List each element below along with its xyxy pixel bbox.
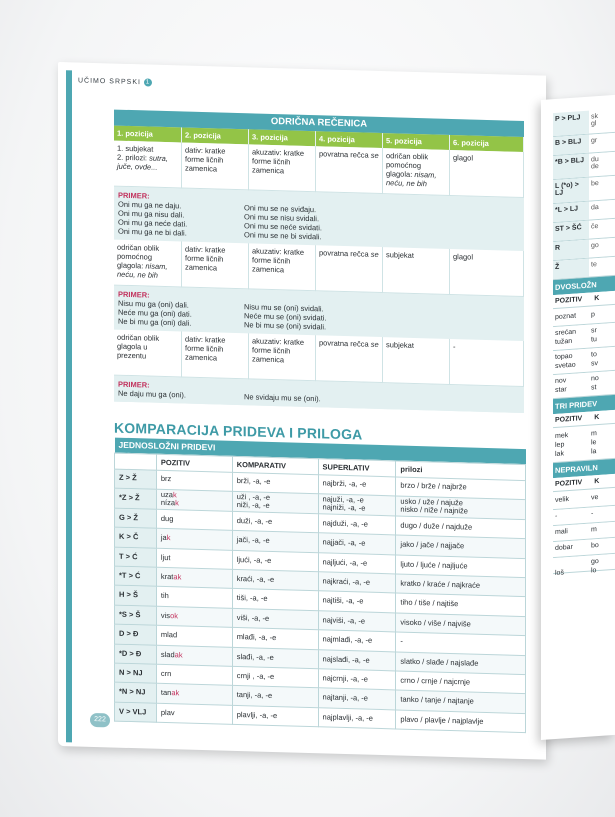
cell-italic: se — [370, 339, 379, 349]
adverb-forms: tiho / tiše / najtiše — [400, 597, 459, 609]
cell-text: 1. subjekat — [117, 143, 154, 154]
positive-ending: k — [166, 533, 171, 543]
rule-label: *T > Ć — [119, 570, 141, 581]
cell-fragment: da — [591, 203, 599, 212]
adverb-forms: tanko / tanje / najtanje — [400, 694, 474, 706]
negation-cell — [383, 148, 450, 196]
negation-cell: dativ: kratke forme ličnih zamenica — [182, 142, 249, 190]
cell-text: povratna rečca — [319, 248, 371, 259]
superlative-form: najmlađi, -a, -e — [322, 634, 373, 645]
column-header-text: POZITIV — [555, 479, 583, 489]
positive-stem: plav — [160, 707, 175, 717]
negation-cell: glagol — [450, 249, 524, 297]
positive-form: loš — [555, 569, 564, 578]
column-header: prilozi — [396, 460, 526, 480]
column-header — [115, 453, 157, 470]
cell-fragment: m — [591, 526, 597, 534]
rule-label: G > Ž — [119, 512, 138, 523]
example-sentence: Oni mu ga ne daju. — [118, 199, 182, 211]
adverb-forms: kratko / kraće / najkraće — [400, 578, 481, 590]
positive-ending: ak — [174, 649, 183, 660]
cell-fragment: be — [591, 179, 599, 188]
superlative-form: najjači, -a, -e — [322, 537, 366, 548]
column-header-text: POZITIV — [555, 296, 583, 306]
position-header: 5. pozicija — [383, 133, 450, 150]
positive-stem: tih — [160, 591, 169, 601]
superlative-form: najviši, -a, -e — [322, 615, 366, 626]
positive-form: mek lep lak — [555, 432, 569, 459]
superlative-form: najuži, -a, -e — [322, 494, 364, 505]
rule-label: K > Č — [119, 531, 139, 542]
primer-left — [118, 200, 244, 240]
positive-stem: ljut — [160, 552, 171, 562]
cell-fragment: če — [591, 222, 599, 231]
column-header-text: POZITIV — [555, 415, 583, 425]
comparative-form: duži, -a, -e — [236, 515, 273, 526]
positive-stem: krat — [160, 571, 174, 582]
comparative-form: kraći, -a, -e — [236, 573, 275, 585]
positive-form: nov star — [555, 377, 567, 395]
section-header: TRI PRIDEV — [553, 395, 615, 414]
rule-label: ST > ŠĆ — [553, 221, 589, 242]
example-sentence: Oni mu se ne sviđaju. — [244, 203, 317, 215]
primer-right — [244, 203, 444, 245]
column-header — [553, 474, 615, 492]
example-sentence: Neće mu se (oni) svidati. — [244, 311, 327, 323]
cell-fragment: ve — [591, 493, 599, 502]
column-header: POZITIV — [156, 454, 232, 472]
primer-left — [118, 299, 244, 330]
rule-label: R — [553, 240, 589, 261]
rule-label: *N > NJ — [119, 687, 146, 697]
example-sentence: Oni mu se ne bi svidali. — [244, 230, 322, 242]
cell-italic: nisam, neću, ne bih — [386, 169, 437, 189]
negation-cell: - — [450, 339, 524, 387]
rule-label: D > Đ — [119, 628, 139, 639]
primer-label: PRIMER: — [118, 289, 150, 300]
cell-fragment: bo — [591, 541, 599, 550]
comparative-form: tanji, -a, -e — [236, 690, 273, 701]
positive-ending: k — [172, 490, 177, 500]
comparison-title: KOMPARACIJA PRIDEVA I PRILOGA — [114, 419, 363, 443]
table-row — [553, 554, 615, 578]
cell-italic: se — [370, 249, 379, 259]
cell-fragment: te — [591, 261, 597, 269]
cell-italic: sutra, juče, ovde... — [117, 153, 168, 172]
superlative-form: najtanji, -a, -e — [322, 692, 368, 704]
cell-fragment: go — [591, 241, 599, 250]
column-header-text: K — [594, 413, 600, 422]
cell-text: povratna rečca — [319, 338, 371, 349]
comparative-form: ljući, -a, -e — [236, 554, 272, 565]
example-sentence: Oni mu ga neće dati. — [118, 217, 188, 229]
comparative-form: niži, -a, -e — [236, 500, 270, 511]
negation-cell: subjekat — [383, 247, 450, 295]
cell-fragment: p — [591, 311, 595, 319]
cell-text: 2. prilozi: — [117, 152, 150, 163]
page-number: 222 — [90, 713, 110, 728]
example-sentence: Oni mu ga ne bi dali. — [118, 226, 187, 238]
cell-italic: se — [370, 150, 379, 160]
superlative-form: najkraći, -a, -e — [322, 576, 371, 587]
negation-cell — [316, 335, 383, 383]
right-page — [541, 95, 615, 740]
rule-label: V > VLJ — [119, 706, 147, 717]
positive-stem: brz — [160, 474, 172, 484]
adverb-forms: usko / uže / najuže — [400, 496, 463, 508]
example-sentence: Oni mu se neće svidati. — [244, 221, 322, 233]
example-sentence: Ne bi mu ga (oni) dali. — [118, 316, 192, 328]
positive-form: topao svetao — [555, 352, 576, 371]
example-sentence: Neće mu ga (oni) dati. — [118, 307, 192, 319]
running-header — [78, 77, 152, 87]
rule-label: *Z > Ž — [119, 492, 140, 503]
adverb-forms: visoko / više / najviše — [400, 617, 471, 629]
primer-label: PRIMER: — [118, 379, 150, 390]
rule-label: B > BLJ — [553, 135, 589, 156]
example-sentence: Nisu mu ga (oni) dali. — [118, 298, 189, 310]
rule-label: N > NJ — [119, 667, 143, 678]
adverb-forms: nisko / niže / najniže — [400, 504, 468, 516]
superlative-form: najniži, -a, -e — [322, 502, 366, 513]
running-header-text: UČIMO SRPSKI — [78, 77, 141, 87]
cell-fragment: sk gl — [591, 113, 598, 128]
column-header-text: K — [594, 294, 600, 303]
positive-ending: k — [175, 498, 179, 508]
adverb-forms: ljuto / ljuće / najljuće — [400, 559, 468, 571]
position-header: 3. pozicija — [249, 129, 316, 146]
cell-fragment: go lo — [591, 557, 599, 575]
rule-label: Z > Ž — [119, 473, 137, 483]
cell-fragment: no st — [591, 374, 599, 392]
column-header-text: K — [594, 477, 600, 486]
superlative-form: najplavlji, -a, -e — [322, 712, 373, 723]
negation-cell: dativ: kratke forme ličnih zamenica — [182, 241, 249, 289]
adverb-forms: crno / crnje / najcrnje — [400, 675, 471, 687]
section-header: DVOSLOŽN — [553, 276, 615, 295]
rule-label: *S > Š — [119, 609, 141, 620]
comparative-form: uži , -a, -e — [236, 491, 271, 502]
comparison-subtitle: JEDNOSLOŽNI PRIDEVI — [115, 438, 526, 464]
header-badge-icon: 1 — [145, 79, 151, 86]
positive-stem: crn — [160, 668, 172, 679]
cell-fragment: - — [591, 510, 594, 518]
adverb-forms: jako / jače / najjače — [400, 539, 465, 551]
negation-cell: akuzativ: kratke forme ličnih zamenica — [249, 333, 316, 381]
sidebar-strip — [66, 70, 72, 742]
positive-form: srećan tužan — [555, 328, 577, 347]
primer-right — [244, 302, 444, 335]
positive-stem: ja — [160, 533, 167, 543]
comparative-form: slađi, -a, -e — [236, 651, 274, 662]
column-header: SUPERLATIV — [318, 458, 396, 476]
left-page — [58, 62, 546, 760]
comparative-form: brži, -a, -e — [236, 476, 271, 487]
primer-label: PRIMER: — [118, 190, 150, 201]
negation-cell: odričan oblik glagola u prezentu — [114, 330, 182, 378]
positive-stem: mlad — [160, 630, 178, 640]
negation-cell: dativ: kratke forme ličnih zamenica — [182, 331, 249, 379]
adverb-forms: dugo / duže / najduže — [400, 520, 473, 532]
negation-title: ODRIČNA REČENICA — [114, 110, 524, 137]
negation-cell — [114, 240, 182, 288]
position-header: 1. pozicija — [114, 126, 182, 143]
adverb-forms: slatko / slađe / najslađe — [400, 656, 479, 668]
positive-stem: slad — [160, 649, 175, 659]
comparative-form: plavlji, -a, -e — [236, 709, 278, 720]
example-sentence: Ne bi mu se (oni) svidali. — [244, 320, 327, 332]
superlative-form: najslađi, -a, -e — [322, 653, 370, 665]
section-header: NEPRAVILN — [553, 459, 615, 478]
cell-fragment: du de — [591, 155, 599, 171]
rule-label: T > Ć — [119, 551, 138, 561]
negation-cell: glagol — [450, 150, 524, 198]
comparative-form: mlađi, -a, -e — [236, 632, 277, 643]
comparative-form: viši, -a, -e — [236, 612, 270, 623]
cell-text: odričan oblik pomoćnog glagola: — [386, 151, 429, 179]
negation-cell: akuzativ: kratke forme ličnih zamenica — [249, 243, 316, 291]
positive-ending: ok — [170, 610, 178, 621]
superlative-form: najtiši, -a, -e — [322, 595, 364, 606]
positive-form: dobar — [555, 543, 573, 553]
positive-form: poznat — [555, 312, 577, 322]
positive-stem: vis — [160, 610, 171, 620]
comparison-table — [114, 438, 526, 734]
negation-cell: subjekat — [383, 337, 450, 385]
positive-stem: uza — [160, 489, 173, 500]
negation-cell: akuzativ: kratke forme ličnih zamenica — [249, 144, 316, 192]
negation-cell — [114, 141, 182, 189]
comparative-form: jači, -a, -e — [236, 535, 270, 546]
column-header — [553, 410, 615, 428]
comparison-body — [115, 469, 526, 733]
example-sentence: Ne daju mu ga (oni). — [118, 388, 186, 400]
comparative-form: tiši, -a, -e — [236, 593, 268, 604]
cell-fragment: to sv — [591, 351, 598, 368]
adverb-forms: brzo / brže / najbrže — [400, 481, 467, 492]
cell-fragment: sr tu — [591, 327, 597, 344]
negation-cell — [316, 146, 383, 194]
superlative-form: najcrnji, -a, -e — [322, 673, 368, 684]
superlative-form: najljući, -a, -e — [322, 556, 368, 568]
positive-form: mali — [555, 528, 568, 537]
rule-label: P > PLJ — [553, 111, 589, 137]
positive-form: velik — [555, 496, 570, 505]
table-row — [553, 426, 615, 463]
example-sentence: Nisu mu se (oni) svidali. — [244, 302, 324, 314]
adverb-forms: plavo / plavlje / najplavlje — [400, 714, 484, 726]
positive-ending: ak — [173, 572, 182, 582]
positive-stem: níza — [160, 498, 176, 508]
example-sentence: Oni mu ga nisu dali. — [118, 208, 185, 220]
cell-text: odričan oblik pomoćnog glagola: — [117, 242, 160, 271]
rule-label: H > Š — [119, 590, 138, 600]
superlative-form: najduži, -a, -e — [322, 518, 368, 529]
position-header: 2. pozicija — [182, 127, 249, 144]
positive-stem: tan — [160, 688, 172, 698]
cell-fragment: gr — [591, 137, 598, 145]
positive-form: - — [555, 512, 558, 521]
rule-label: *D > Đ — [119, 648, 142, 658]
position-header: 4. pozicija — [316, 131, 383, 148]
cell-text: povratna rečca — [319, 149, 371, 160]
column-header — [553, 291, 615, 309]
rule-label: *L > LJ — [553, 202, 589, 223]
cell-fragment: m le la — [591, 430, 597, 456]
position-header: 6. pozicija — [450, 135, 524, 152]
positive-ending: ak — [171, 688, 180, 698]
example-sentence: Ne svidaju mu se (oni). — [244, 392, 321, 404]
rule-label: *B > BLJ — [553, 154, 589, 180]
positive-stem: dug — [160, 513, 174, 524]
comparative-form: crnji , -a, -e — [236, 670, 275, 681]
example-sentence: Oni mu se nisu svidali. — [244, 212, 320, 224]
rule-label: L (*o) > LJ — [553, 178, 589, 204]
rule-label: Ž — [553, 259, 589, 280]
cell-italic: nisam, neću, ne bih — [117, 261, 168, 280]
adverb-forms: - — [400, 636, 403, 646]
negation-box — [114, 110, 524, 413]
superlative-form: najbrži, -a, -e — [322, 478, 367, 490]
column-header: KOMPARATIV — [232, 456, 318, 474]
negation-cell — [316, 245, 383, 293]
